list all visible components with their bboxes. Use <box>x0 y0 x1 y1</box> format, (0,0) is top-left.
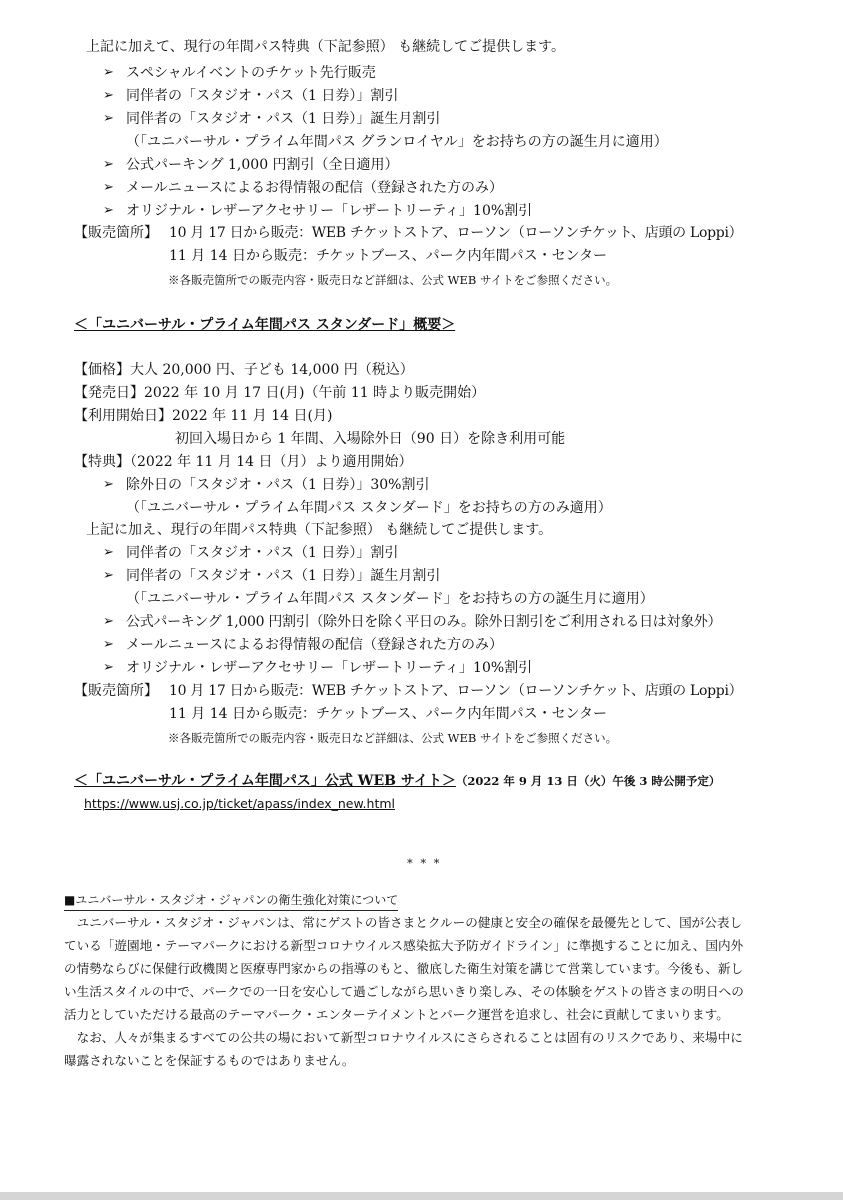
release-date-line: 【発売日】2022 年 10 月 17 日(月)（午前 11 時より販売開始） <box>74 385 486 401</box>
list-item: 公式パーキング 1,000 円割引（除外日を除く平日のみ。除外日割引をご利用される日は対象外） <box>126 614 722 630</box>
section-heading: ＜「ユニバーサル・プライム年間パス スタンダード」概要＞ <box>74 317 456 333</box>
sales-line: 11 月 14 日から販売：チケットブース、パーク内年間パス・センター <box>169 706 608 722</box>
arrow-bullet-icon: ➢ <box>103 65 114 80</box>
benefit-note: （「ユニバーサル・プライム年間パス スタンダード」をお持ちの方のみ適用） <box>126 500 612 516</box>
benefits-line: 【特典】（2022 年 11 月 14 日（月）より適用開始） <box>74 454 413 470</box>
paragraph-line: なお、人々が集まるすべての公共の場において新型コロナウイルスにさらされることは固有のリスクであり、来場中に <box>64 1030 743 1045</box>
arrow-bullet-icon: ➢ <box>103 545 114 560</box>
arrow-bullet-icon: ➢ <box>103 180 114 195</box>
list-item: オリジナル・レザーアクセサリー「レザートリーティ」10%割引 <box>126 203 533 219</box>
website-heading-row <box>74 772 720 790</box>
royal-continue-intro: 上記に加えて、現行の年間パス特典（下記参照） も継続してご提供します。 <box>86 39 566 55</box>
paragraph-line: 曝露されないことを保証するものではありません。 <box>64 1053 355 1068</box>
sales-line: 10 月 17 日から販売：WEB チケットストア、ローソン（ローソンチケット、店頭の Loppi） <box>169 683 743 699</box>
hygiene-title: ■ユニバーサル・スタジオ・ジャパンの衛生強化対策について <box>64 891 398 911</box>
list-item: 同伴者の「スタジオ・パス（1 日券）」割引 <box>126 545 399 561</box>
arrow-bullet-icon: ➢ <box>103 111 114 126</box>
arrow-bullet-icon: ➢ <box>103 614 114 629</box>
list-item: 同伴者の「スタジオ・パス（1 日券）」誕生月割引 <box>126 568 441 584</box>
arrow-bullet-icon: ➢ <box>103 203 114 218</box>
arrow-bullet-icon: ➢ <box>103 568 114 583</box>
official-site-link[interactable]: https://www.usj.co.jp/ticket/apass/index_new.html <box>84 796 395 811</box>
arrow-bullet-icon: ➢ <box>103 477 114 492</box>
start-date-line: 【利用開始日】2022 年 11 月 14 日(月) <box>74 408 333 424</box>
list-item: 同伴者の「スタジオ・パス（1 日券）」割引 <box>126 88 399 104</box>
sales-label: 【販売箇所】 <box>74 683 158 699</box>
sales-note: ※各販売箇所での販売内容・販売日など詳細は、公式 WEB サイトをご参照ください。 <box>168 731 618 745</box>
list-item: メールニュースによるお得情報の配信（登録された方のみ） <box>126 180 504 196</box>
arrow-bullet-icon: ➢ <box>103 637 114 652</box>
arrow-bullet-icon: ➢ <box>103 660 114 675</box>
page-bottom-edge <box>0 1192 843 1200</box>
sales-line: 10 月 17 日から販売：WEB チケットストア、ローソン（ローソンチケット、店頭の Loppi） <box>169 225 743 241</box>
paragraph-line: ている「遊園地・テーマパークにおける新型コロナウイルス感染拡大予防ガイドライン」に準拠することに加え、国内外 <box>64 938 744 953</box>
list-item: スペシャルイベントのチケット先行販売 <box>126 65 376 81</box>
birthday-note: （「ユニバーサル・プライム年間パス グランロイヤル」をお持ちの方の誕生月に適用） <box>126 134 668 150</box>
sales-note: ※各販売箇所での販売内容・販売日など詳細は、公式 WEB サイトをご参照ください。 <box>168 273 618 287</box>
arrow-bullet-icon: ➢ <box>103 157 114 172</box>
list-item: 同伴者の「スタジオ・パス（1 日券）」誕生月割引 <box>126 111 441 127</box>
paragraph-line: 活力としていただける最高のテーマパーク・エンターテイメントとパーク運営を追求し、社会に貢献してまいります。 <box>64 1007 729 1022</box>
arrow-bullet-icon: ➢ <box>103 88 114 103</box>
list-item: オリジナル・レザーアクセサリー「レザートリーティ」10%割引 <box>126 660 533 676</box>
paragraph-line: の情勢ならびに保健行政機関と医療専門家からの指導のもと、徹底した衛生対策を講じて営業しています。今後も、新し <box>64 961 744 976</box>
start-date-note: 初回入場日から 1 年間、入場除外日（90 日）を除き利用可能 <box>175 431 566 447</box>
birthday-note: （「ユニバーサル・プライム年間パス スタンダード」をお持ちの方の誕生月に適用） <box>126 591 654 607</box>
price-line: 【価格】大人 20,000 円、子ども 14,000 円（税込） <box>74 362 414 378</box>
paragraph-line: い生活スタイルの中で、パークでの一日を安心して過ごしながら思いきり楽しみ、その体験をゲストの皆さまの明日への <box>64 984 744 999</box>
section-separator: * * * <box>407 856 442 870</box>
standard-continue-intro: 上記に加え、現行の年間パス特典（下記参照） も継続してご提供します。 <box>86 522 553 538</box>
list-item: メールニュースによるお得情報の配信（登録された方のみ） <box>126 637 504 653</box>
paragraph-line: ユニバーサル・スタジオ・ジャパンは、常にゲストの皆さまとクルーの健康と安全の確保を最優先として、国が公表し <box>64 915 743 930</box>
website-heading: ＜「ユニバーサル・プライム年間パス」公式 WEB サイト＞ <box>74 773 456 789</box>
publish-note: （2022 年 9 月 13 日（火）午後 3 時公開予定） <box>455 774 721 788</box>
list-item: 公式パーキング 1,000 円割引（全日適用） <box>126 157 399 173</box>
sales-line: 11 月 14 日から販売：チケットブース、パーク内年間パス・センター <box>169 248 608 264</box>
sales-label: 【販売箇所】 <box>74 225 158 241</box>
list-item: 除外日の「スタジオ・パス（1 日券）」30%割引 <box>126 477 430 493</box>
